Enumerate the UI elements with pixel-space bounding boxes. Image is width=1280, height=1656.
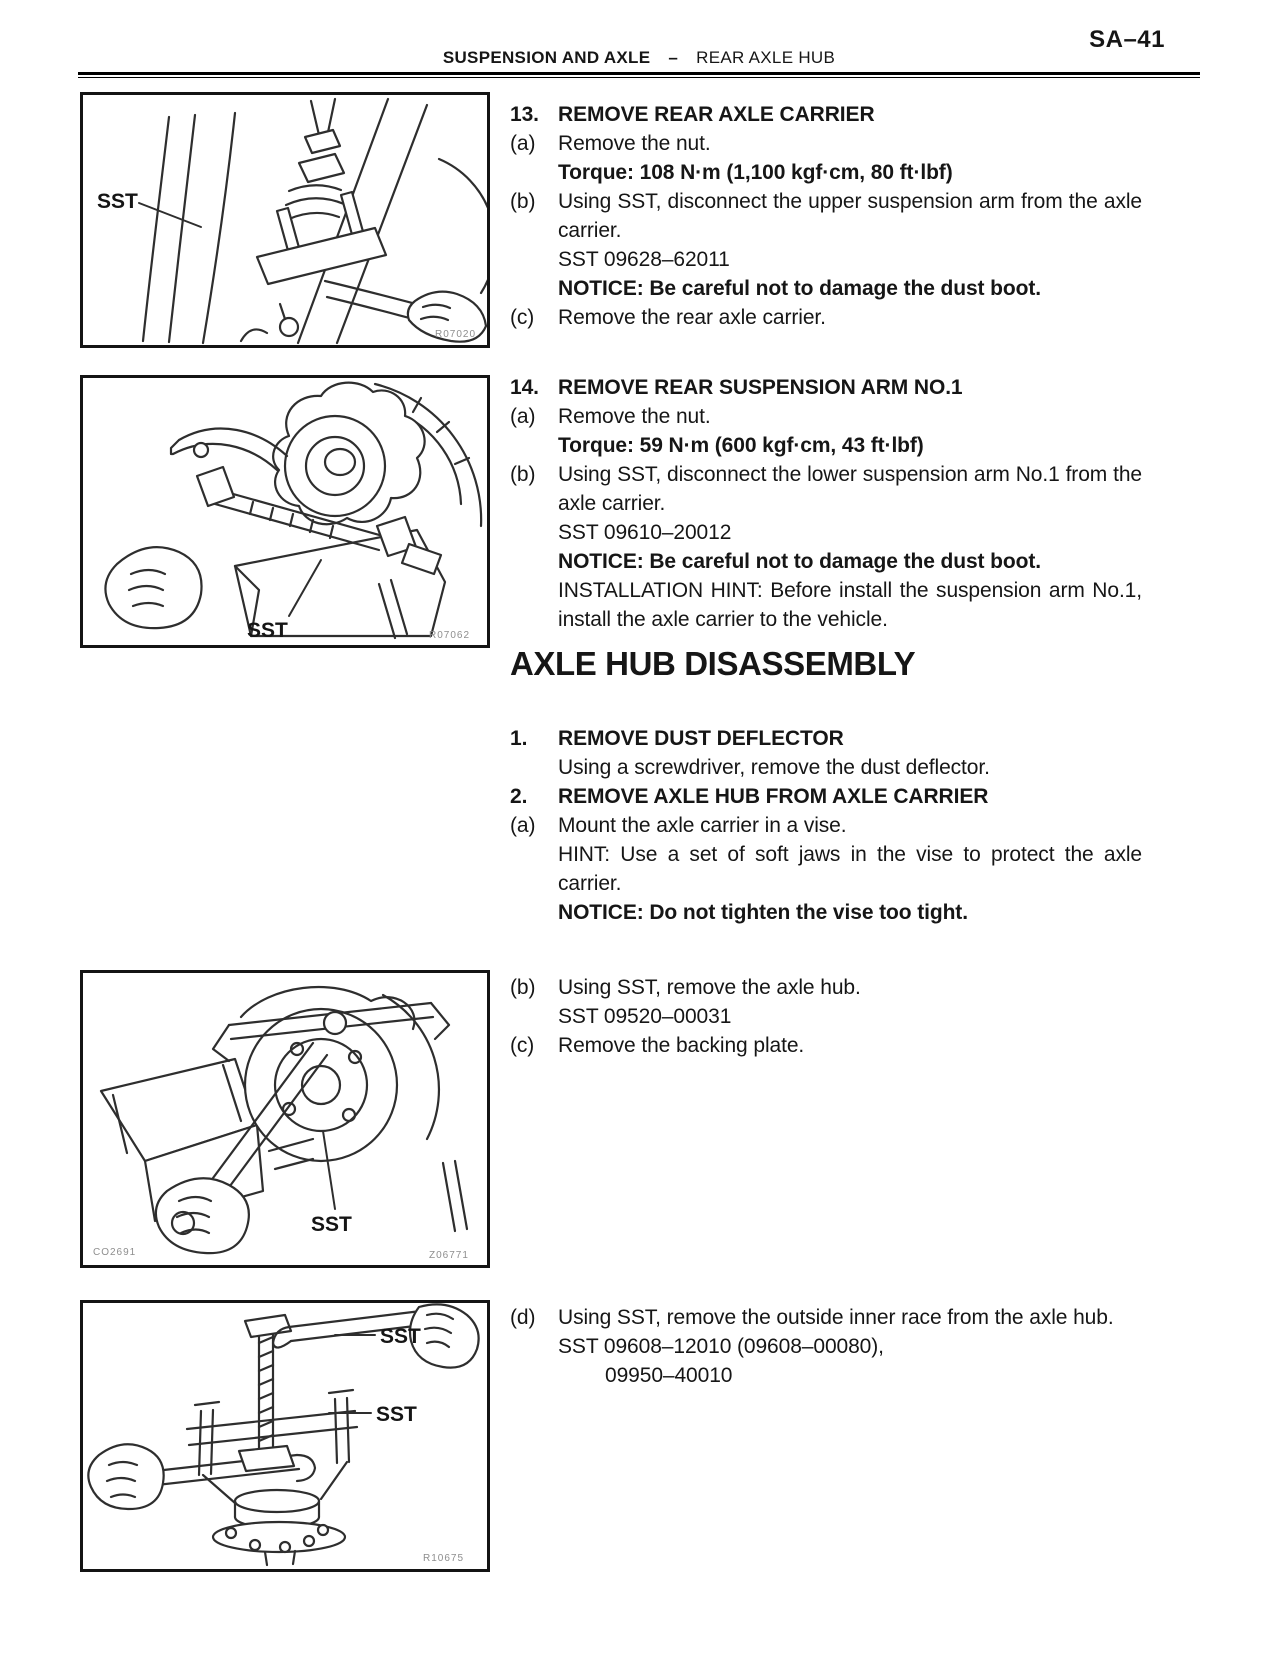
fig1-sst-label: SST xyxy=(97,190,138,213)
step-2-title-row xyxy=(510,782,1142,811)
figure-remove-rear-axle-carrier xyxy=(80,92,490,348)
sst-number: 09950–40010 xyxy=(605,1364,733,1387)
fig3-drawing xyxy=(83,973,487,1265)
fig4-code: R10675 xyxy=(423,1553,465,1564)
hint-text: HINT: Use a set of soft jaws in the vise to protect the axle carrier. xyxy=(558,843,1142,895)
step-13c xyxy=(510,303,1142,332)
step-title: REMOVE REAR AXLE CARRIER xyxy=(558,103,875,126)
step-2c xyxy=(510,1031,1142,1060)
notice-text: NOTICE: Be careful not to damage the dust boot. xyxy=(558,277,1041,300)
fig2-sst-label: SST xyxy=(247,619,288,642)
step-text: Using a screwdriver, remove the dust deflector. xyxy=(558,756,990,779)
notice-text: NOTICE: Do not tighten the vise too tight. xyxy=(558,901,968,924)
step-13-sst xyxy=(510,245,1142,274)
page-number: SA–41 xyxy=(1089,26,1165,53)
step-14-torque xyxy=(510,431,1142,460)
step-13-title-row xyxy=(510,100,1142,129)
step-13-notice xyxy=(510,274,1142,303)
step-marker: (c) xyxy=(510,1034,535,1057)
step-text: Remove the rear axle carrier. xyxy=(558,306,826,329)
step-13a xyxy=(510,129,1142,158)
fig1-code: R07020 xyxy=(435,329,477,340)
fig3-code-right: Z06771 xyxy=(429,1250,469,1261)
step-marker: (b) xyxy=(510,190,536,213)
step-text: Using SST, disconnect the lower suspension arm No.1 from the axle carrier. xyxy=(558,463,1142,515)
figure-remove-inner-race xyxy=(80,1300,490,1572)
fig4-sst-label-upper: SST xyxy=(380,1325,421,1348)
step-number: 14. xyxy=(510,376,539,399)
step-marker: (b) xyxy=(510,463,536,486)
section-14 xyxy=(510,373,1142,634)
step-marker: (a) xyxy=(510,814,536,837)
step-text: Using SST, remove the outside inner race from the axle hub. xyxy=(558,1306,1114,1329)
step-1-text xyxy=(510,753,1142,782)
step-13b xyxy=(510,187,1142,245)
step-number: 13. xyxy=(510,103,539,126)
fig2-code: R07062 xyxy=(429,630,471,641)
step-14-installation-hint xyxy=(510,576,1142,634)
page-header xyxy=(78,48,1200,68)
fig3-sst-label: SST xyxy=(311,1213,352,1236)
section-disassembly xyxy=(510,724,1142,927)
fig4-drawing xyxy=(83,1303,487,1569)
figure-remove-rear-suspension-arm xyxy=(80,375,490,648)
step-2-hint xyxy=(510,840,1142,898)
sst-number: SST 09520–00031 xyxy=(558,1005,732,1028)
sst-number: SST 09608–12010 (09608–00080), xyxy=(558,1335,884,1358)
section-remove-hub xyxy=(510,973,1142,1060)
step-marker: (c) xyxy=(510,306,535,329)
step-2a xyxy=(510,811,1142,840)
step-2d-sst2 xyxy=(510,1361,1142,1390)
sst-number: SST 09610–20012 xyxy=(558,521,732,544)
fig1-drawing xyxy=(83,95,487,345)
torque-spec: Torque: 108 N·m (1,100 kgf·cm, 80 ft·lbf) xyxy=(558,161,953,184)
step-14-title-row xyxy=(510,373,1142,402)
step-text: Remove the nut. xyxy=(558,405,711,428)
step-2d-sst xyxy=(510,1332,1142,1361)
step-2b xyxy=(510,973,1142,1002)
page-title: AXLE HUB DISASSEMBLY xyxy=(510,645,916,682)
step-title: REMOVE REAR SUSPENSION ARM NO.1 xyxy=(558,376,963,399)
header-separator: – xyxy=(668,48,679,67)
step-marker: (a) xyxy=(510,132,536,155)
step-14a xyxy=(510,402,1142,431)
sst-number: SST 09628–62011 xyxy=(558,248,730,271)
hint-text: INSTALLATION HINT: Before install the suspension arm No.1, install the axle carrier to the vehicle. xyxy=(558,579,1142,631)
header-section-title: SUSPENSION AND AXLE xyxy=(442,48,651,67)
fig3-code-left: CO2691 xyxy=(93,1247,137,1258)
step-text: Using SST, disconnect the upper suspension arm from the axle carrier. xyxy=(558,190,1142,242)
step-marker: (a) xyxy=(510,405,536,428)
notice-text: NOTICE: Be careful not to damage the dust boot. xyxy=(558,550,1041,573)
step-title: REMOVE AXLE HUB FROM AXLE CARRIER xyxy=(558,785,989,808)
step-marker: (d) xyxy=(510,1306,536,1329)
section-13 xyxy=(510,100,1142,332)
step-13-torque xyxy=(510,158,1142,187)
fig4-sst-label-lower: SST xyxy=(376,1403,417,1426)
step-text: Using SST, remove the axle hub. xyxy=(558,976,861,999)
step-text: Remove the backing plate. xyxy=(558,1034,805,1057)
fig2-drawing xyxy=(83,378,487,645)
header-subsection-title: REAR AXLE HUB xyxy=(696,48,836,67)
header-rule xyxy=(78,72,1200,78)
step-title: REMOVE DUST DEFLECTOR xyxy=(558,727,844,750)
torque-spec: Torque: 59 N·m (600 kgf·cm, 43 ft·lbf) xyxy=(558,434,924,457)
step-marker: (b) xyxy=(510,976,536,999)
step-14-notice xyxy=(510,547,1142,576)
step-2-notice xyxy=(510,898,1142,927)
step-14b xyxy=(510,460,1142,518)
figure-remove-axle-hub xyxy=(80,970,490,1268)
step-2b-sst xyxy=(510,1002,1142,1031)
section-remove-inner-race xyxy=(510,1303,1142,1390)
step-2d xyxy=(510,1303,1142,1332)
step-number: 1. xyxy=(510,727,528,750)
step-text: Mount the axle carrier in a vise. xyxy=(558,814,847,837)
step-1-title-row xyxy=(510,724,1142,753)
step-number: 2. xyxy=(510,785,528,808)
step-14-sst xyxy=(510,518,1142,547)
step-text: Remove the nut. xyxy=(558,132,711,155)
